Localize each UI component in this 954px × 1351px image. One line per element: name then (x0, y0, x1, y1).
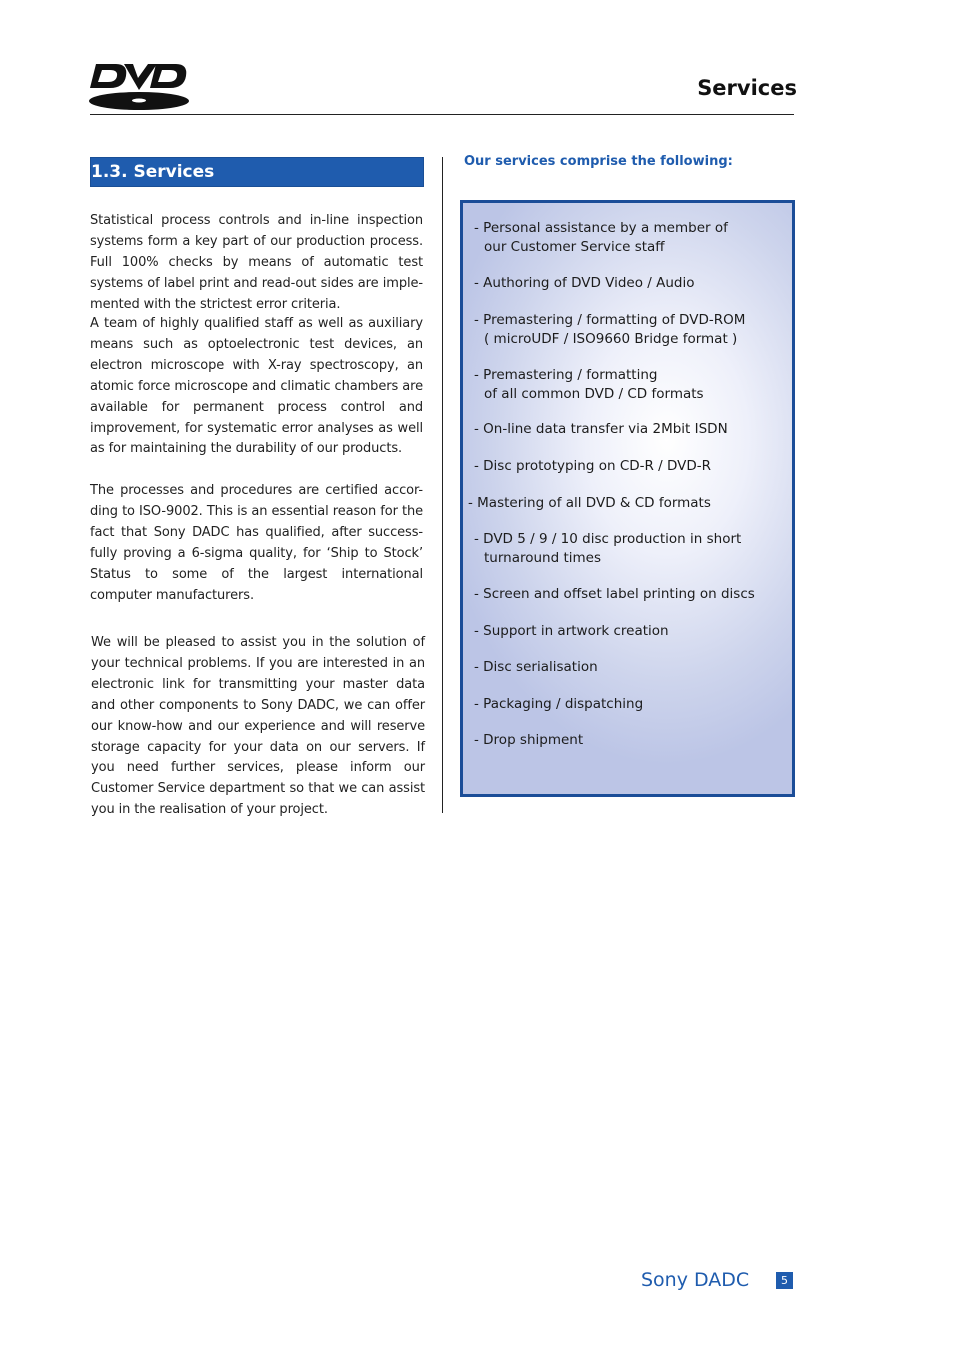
list-item: - Drop shipment (474, 732, 584, 748)
paragraph-qualified-staff: A team of highly qualified staff as well as auxiliary means such as optoelectronic test devices, an electron microscope with X-ray spectroscopy, an atomic force microscope and climatic chambers are available for permanent process control and improvement, for systematic error analyses as well as for maintaining the durability of our products. (90, 316, 423, 457)
paragraph-process-controls: Statistical process controls and in-line inspection systems form a key part of our production process. Full 100% checks by means of automatic test systems of label print and read-out sides are imple-mented with the strictest error criteria. (90, 213, 423, 312)
footer-brand: Sony DADC (641, 1269, 750, 1291)
page-number: 5 (776, 1272, 793, 1289)
services-list-box (460, 200, 795, 797)
paragraph-certification: The processes and procedures are certified accor-ding to ISO-9002. This is an essential reason for the fact that Sony DADC has qualified, after success-fully proving a 6-sigma quality, for ‘Ship to Stock’ Status to some of the largest international computer manufacturers. (90, 483, 423, 603)
section-heading-bar (90, 157, 424, 187)
list-item: - Premastering / formatting of all common DVD / CD formats (474, 367, 704, 402)
list-item: - Authoring of DVD Video / Audio (474, 275, 695, 291)
page-header-title: Services (697, 76, 797, 100)
list-item: - DVD 5 / 9 / 10 disc production in short turnaround times (474, 531, 742, 566)
list-item: - On-line data transfer via 2Mbit ISDN (474, 421, 728, 437)
services-heading: Our services comprise the following: (464, 154, 733, 169)
list-item: - Mastering of all DVD & CD formats (468, 495, 711, 511)
list-item: - Disc prototyping on CD-R / DVD-R (474, 458, 712, 474)
list-item: - Support in artwork creation (474, 623, 669, 639)
column-divider (442, 157, 443, 813)
list-item: - Disc serialisation (474, 659, 598, 675)
list-item: - Premastering / formatting of DVD-ROM ( microUDF / ISO9660 Bridge format ) (474, 312, 746, 347)
dvd-logo (88, 62, 192, 112)
paragraph-assistance: We will be pleased to assist you in the solution of your technical problems. If you are interested in an electronic link for transmitting your master data and other components to Sony DADC, we can offer our know-how and our experience and will reserve storage capacity for your data on our servers. If you need further services, please inform our Customer Service department so that we can assist you in the realisation of your project. (91, 635, 425, 818)
header-divider (90, 114, 794, 115)
list-item: - Personal assistance by a member of our Customer Service staff (474, 220, 728, 255)
section-title: 1.3. Services (91, 162, 215, 182)
list-item: - Packaging / dispatching (474, 696, 644, 712)
list-item: - Screen and offset label printing on discs (474, 586, 755, 602)
